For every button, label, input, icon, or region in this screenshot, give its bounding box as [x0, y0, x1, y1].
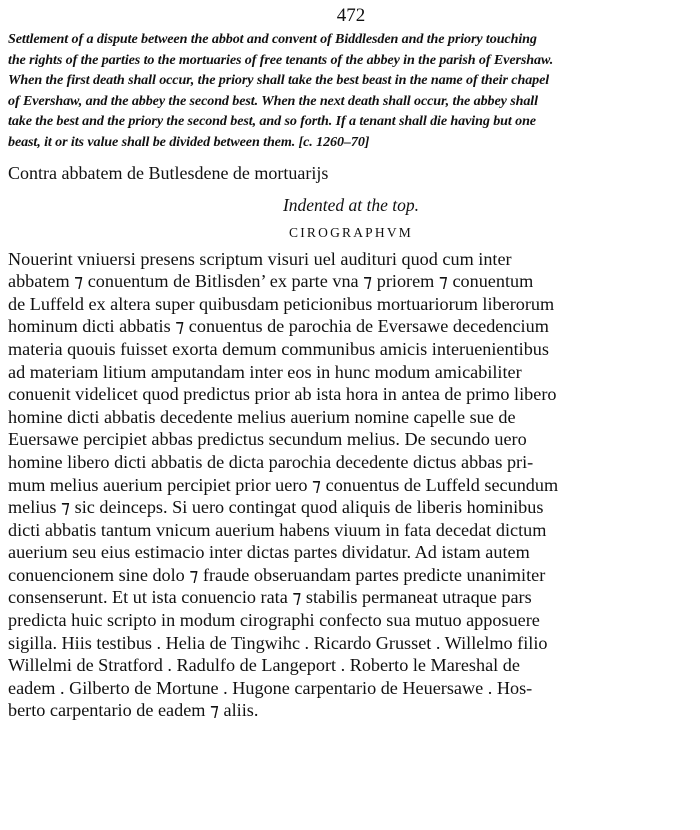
text-line: Euersawe percipiet abbas predictus secundum melius. De secundo uero: [8, 429, 527, 450]
text-line: Willelmi de Stratford . Radulfo de Langeport . Roberto le Mareshal de: [8, 655, 520, 676]
summary-line: beast, it or its value shall be divided between them. [c. 1260–70]: [8, 133, 370, 150]
summary-line: Settlement of a dispute between the abbot and convent of Biddlesden and the priory touching: [8, 31, 537, 47]
text-line: de Luffeld ex altera super quibusdam peticionibus mortuariorum liberorum: [8, 293, 555, 314]
text-line: Nouerint vniuersi presens scriptum visuri uel audituri quod cum inter: [8, 248, 512, 269]
editorial-note: Indented at the top.: [282, 194, 420, 215]
text-line: predicta huic scripto in modum cirographi confecto sua mutuo apposuere: [8, 610, 540, 631]
summary-line: When the first death shall occur, the priory shall take the best beast in the name of their chapel: [8, 72, 550, 89]
text-line: homine dicti abbatis decedente melius auerium nomine capelle sue de: [8, 406, 516, 427]
cirographum-label: CIROGRAPHVM: [289, 224, 413, 240]
text-line: homine libero dicti abbatis de dicta parochia decedente dictus abbas pri-: [8, 451, 534, 472]
text-line: conuencionem sine dolo ⁊ fraude obseruandam partes predicte unanimiter: [8, 564, 546, 585]
charter-text: [8, 248, 694, 722]
text-line: conuenit videlicet quod predictus prior ab ista hora in antea de primo libero: [8, 384, 557, 405]
charter-heading: Contra abbatem de Butlesdene de mortuarijs: [8, 162, 329, 183]
summary-line: the rights of the parties to the mortuaries of free tenants of the abbey in the parish of Evershaw.: [8, 51, 554, 68]
summary-line: take the best and the priory the second best, and so forth. If a tenant shall die having but one: [8, 113, 536, 130]
page-number: 472: [336, 5, 366, 26]
text-line: melius ⁊ sic deinceps. Si uero contingat quod aliquis de liberis hominibus: [8, 497, 544, 518]
text-line: consenserunt. Et ut ista conuencio rata ⁊ stabilis permaneat utraque pars: [8, 587, 532, 608]
text-line: sigilla. Hiis testibus . Helia de Tingwihc . Ricardo Grusset . Willelmo filio: [8, 632, 548, 653]
summary-line: of Evershaw, and the abbey the second best. When the next death shall occur, the abbey shall: [8, 92, 538, 109]
text-line: hominum dicti abbatis ⁊ conuentus de parochia de Eversawe decedencium: [8, 316, 549, 337]
text-line: berto carpentario de eadem ⁊ aliis.: [8, 700, 259, 721]
text-line: ad materiam litium amputandam inter eos in hunc modum amicabiliter: [8, 361, 522, 382]
text-line: auerium seu eius estimacio inter dictas partes dividatur. Ad istam autem: [8, 542, 530, 563]
document-summary: [8, 29, 694, 153]
text-line: dicti abbatis tantum vnicum auerium habens viuum in fata decedat dictum: [8, 519, 547, 540]
text-line: mum melius auerium percipiet prior uero ⁊ conuentus de Luffeld secundum: [8, 474, 559, 495]
text-line: eadem . Gilberto de Mortune . Hugone carpentario de Heuersawe . Hos-: [8, 677, 533, 698]
text-line: abbatem ⁊ conuentum de Bitlisden’ ex parte vna ⁊ priorem ⁊ conuentum: [8, 271, 534, 292]
text-line: materia quouis fuisset exorta demum communibus amicis interuenientibus: [8, 338, 549, 359]
